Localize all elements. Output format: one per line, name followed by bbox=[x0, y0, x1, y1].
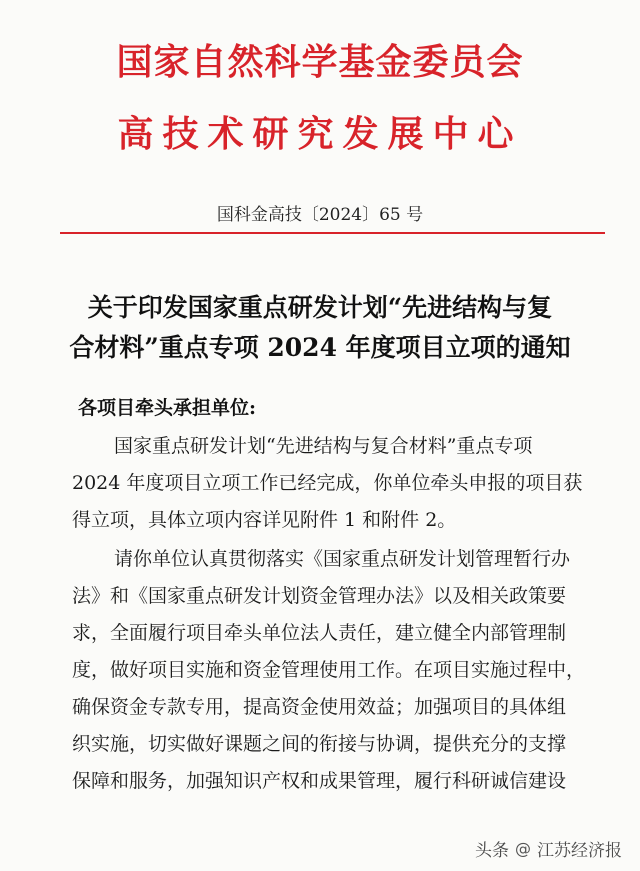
notice-title bbox=[30, 288, 610, 368]
document-number: 国科金高技〔2024〕65 号 bbox=[216, 205, 424, 225]
at-icon: @ bbox=[515, 839, 531, 858]
paragraph-2-line: 保障和服务，加强知识产权和成果管理，履行科研诚信建设 bbox=[72, 770, 567, 792]
paragraph-1-line: 国家重点研发计划“先进结构与复合材料”重点专项 bbox=[114, 435, 533, 457]
notice-title-line-1: 关于印发国家重点研发计划“先进结构与复 bbox=[87, 293, 553, 322]
paragraph-2-line: 求，全面履行项目牵头单位法人责任，建立健全内部管理制 bbox=[72, 622, 567, 644]
paragraph-1-line: 2024 年度项目立项工作已经完成，你单位牵头申报的项目获 bbox=[72, 472, 583, 494]
issuing-org-title: 国家自然科学基金委员会 bbox=[116, 41, 524, 83]
paragraph-1-line: 得立项，具体立项内容详见附件 1 和附件 2。 bbox=[72, 509, 457, 531]
paragraph-2-line: 度，做好项目实施和资金管理使用工作。在项目实施过程中， bbox=[72, 659, 586, 681]
paragraph-2-line: 请你单位认真贯彻落实《国家重点研发计划管理暂行办 bbox=[114, 548, 571, 570]
addressee: 各项目牵头承担单位: bbox=[78, 397, 257, 419]
paragraph-2-line: 法》和《国家重点研发计划资金管理办法》以及相关政策要 bbox=[72, 585, 567, 607]
paragraph-2-line: 确保资金专款专用，提高资金使用效益；加强项目的具体组 bbox=[72, 696, 567, 718]
paragraph-1 bbox=[72, 428, 617, 539]
watermark-account: 江苏经济报 bbox=[537, 841, 622, 861]
paragraph-2-line: 织实施，切实做好课题之间的衔接与协调，提供充分的支撑 bbox=[72, 733, 567, 755]
paragraph-2 bbox=[72, 541, 617, 800]
red-divider-line bbox=[60, 232, 605, 234]
notice-title-line-2: 合材料”重点专项 2024 年度项目立项的通知 bbox=[69, 333, 571, 362]
watermark-source: 头条 bbox=[475, 841, 509, 861]
issuing-center-title: 高技术研究发展中心 bbox=[117, 113, 523, 155]
source-watermark bbox=[475, 836, 622, 861]
